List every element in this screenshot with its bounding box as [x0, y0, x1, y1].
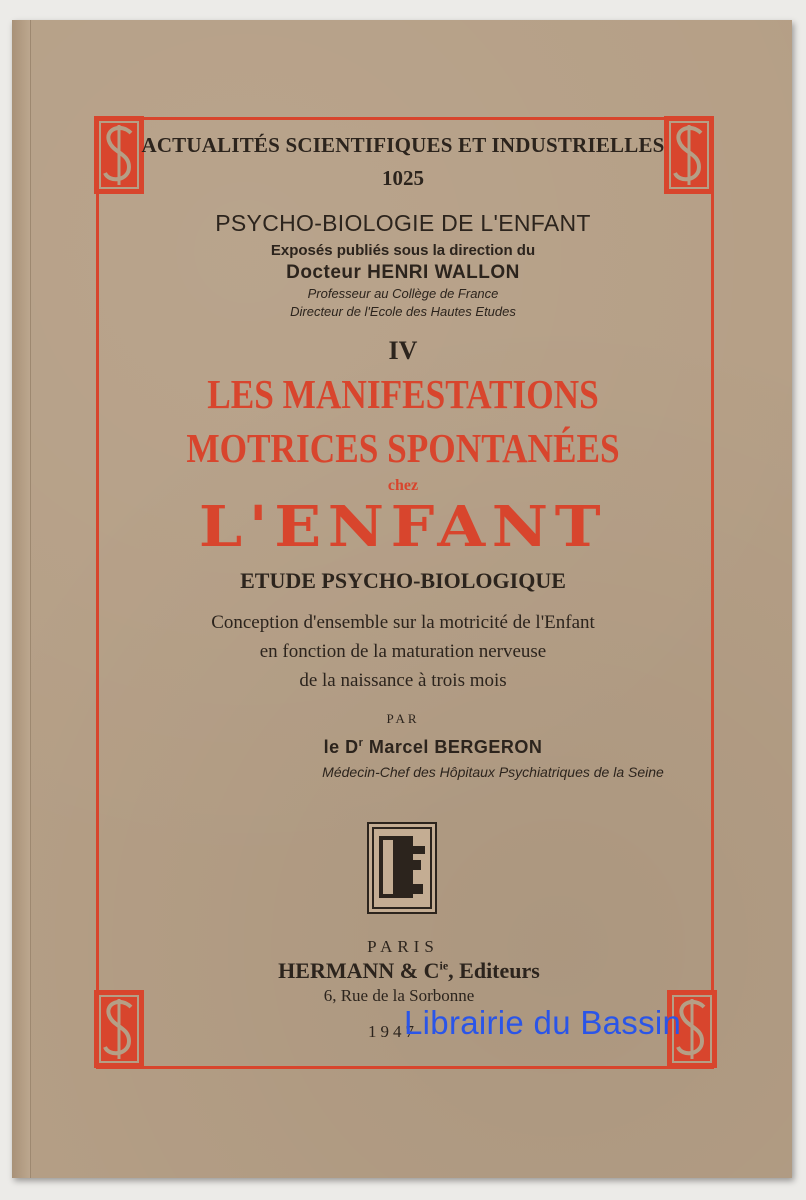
book-title-line-1: LES MANIFESTATIONS [207, 371, 599, 417]
description-line-2: en fonction de la maturation nerveuse [259, 641, 547, 662]
publication-city: PARIS [367, 937, 439, 956]
publisher-name-a: HERMANN & C [278, 958, 440, 983]
volume-number: IV [388, 336, 418, 365]
book-title-enfant: L'ENFANT [198, 494, 608, 560]
series-number: 1025 [382, 166, 424, 190]
author-name [30, 737, 806, 758]
publisher-logo [367, 822, 437, 914]
direction-note: Exposés publiés sous la direction du [270, 242, 536, 259]
publisher-address: 6, Rue de la Sorbonne [323, 986, 475, 1005]
director-title-2: Directeur de l'Ecole des Hautes Etudes [290, 304, 516, 319]
director-name: Docteur HENRI WALLON [286, 262, 520, 283]
description-line-1: Conception d'ensemble sur la motricité de l'Enfant [211, 612, 595, 633]
publisher-name [6, 958, 806, 984]
description-line-3: de la naissance à trois mois [299, 670, 507, 691]
author-title: Médecin-Chef des Hôpitaux Psychiatriques de la Seine [322, 764, 664, 780]
author-prefix-sup: r [358, 737, 364, 749]
publisher-name-b: , Editeurs [448, 958, 540, 983]
series-title: ACTUALITÉS SCIENTIFIQUES ET INDUSTRIELLES [141, 133, 665, 157]
publication-year: 1947 [368, 1022, 418, 1041]
par-label: PAR [386, 711, 420, 726]
publisher-name-sup: ie [439, 958, 449, 973]
watermark-text: Librairie du Bassin [404, 1004, 682, 1041]
director-title-1: Professeur au Collège de France [307, 286, 499, 301]
author-prefix: le D [323, 737, 359, 757]
book-title-chez: chez [387, 477, 419, 494]
book-subtitle: ETUDE PSYCHO-BIOLOGIQUE [240, 568, 566, 593]
book-title-line-2: MOTRICES SPONTANÉES [186, 425, 620, 471]
collection-title: PSYCHO-BIOLOGIE DE L'ENFANT [215, 210, 591, 236]
author-surname: Marcel BERGERON [363, 737, 543, 757]
